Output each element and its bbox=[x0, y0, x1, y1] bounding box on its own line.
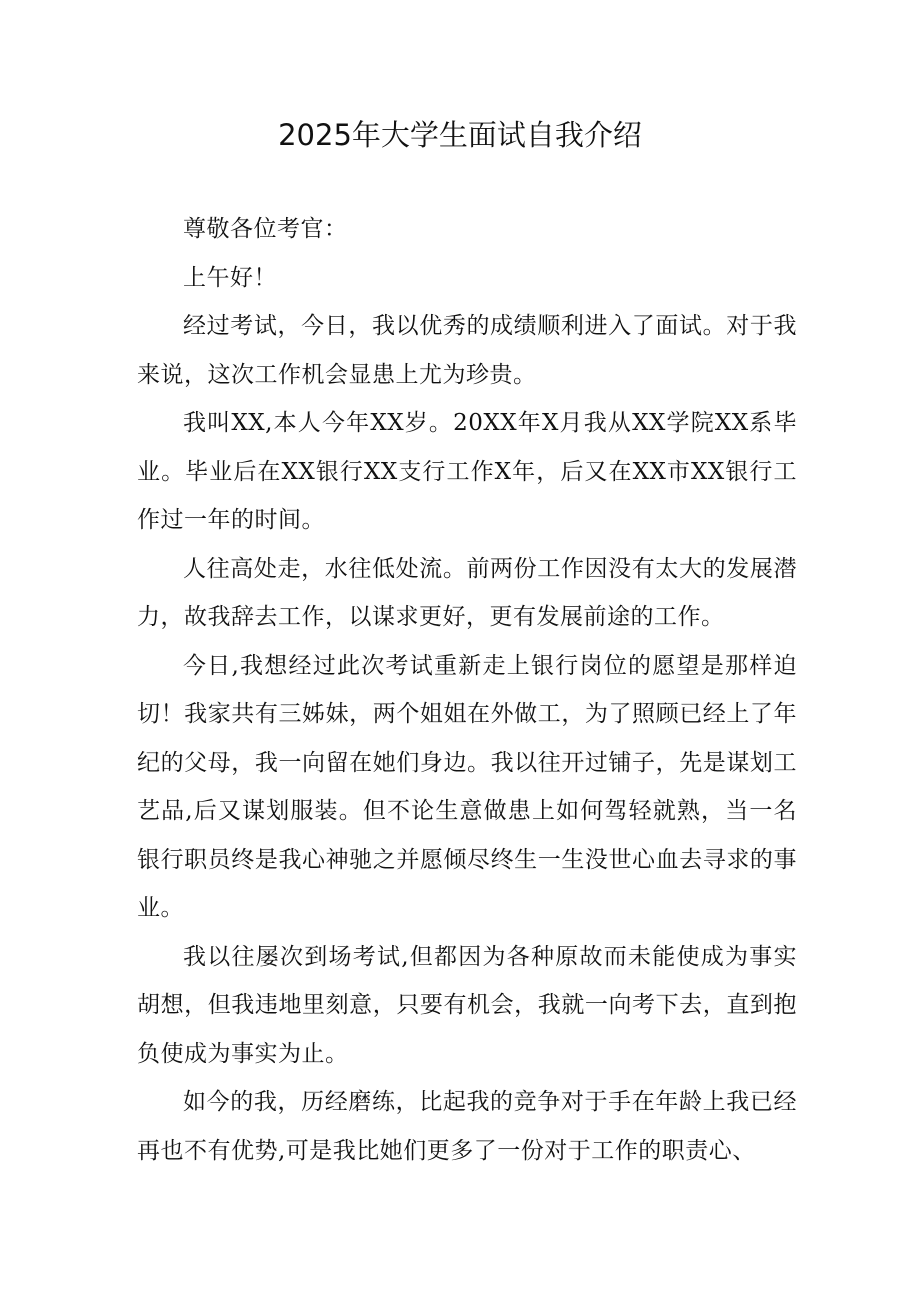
document-body bbox=[137, 205, 797, 1175]
document-title: 2025年大学生面试自我介绍 bbox=[278, 118, 642, 152]
paragraph-greeting: 上午好！ bbox=[183, 264, 277, 291]
paragraph: 如今的我，历经磨练，比起我的竞争对于手在年龄上我已经再也不有优势,可是我比她们更多了一份对于工作的职责心、 bbox=[137, 1089, 797, 1164]
paragraph: 我叫XX,本人今年XX岁。20XX年X月我从XX学院XX系毕业。毕业后在XX银行XX支行工作X年，后又在XX市XX银行工作过一年的时间。 bbox=[137, 410, 797, 533]
paragraph: 人往高处走，水往低处流。前两份工作因没有太大的发展潜力，故我辞去工作，以谋求更好，更有发展前途的工作。 bbox=[137, 555, 797, 630]
paragraph: 我以往屡次到场考试,但都因为各种原故而未能使成为事实胡想，但我违地里刻意，只要有机会，我就一向考下去，直到抱负使成为事实为止。 bbox=[137, 943, 797, 1067]
paragraph: 今日,我想经过此次考试重新走上银行岗位的愿望是那样迫切！我家共有三姊妹，两个姐姐在外做工，为了照顾已经上了年纪的父母，我一向留在她们身边。我以往开过铺子，先是谋划工艺品,后又谋划服装。但不论生意做患上如何驾轻就熟，当一名银行职员终是我心神驰之并愿倾尽终生一生没世心血去寻求的事业。 bbox=[137, 652, 797, 921]
paragraph: 经过考试，今日，我以优秀的成绩顺利进入了面试。对于我来说，这次工作机会显患上尤为珍贵。 bbox=[137, 313, 797, 388]
paragraph-salutation: 尊敬各位考官： bbox=[183, 216, 348, 242]
